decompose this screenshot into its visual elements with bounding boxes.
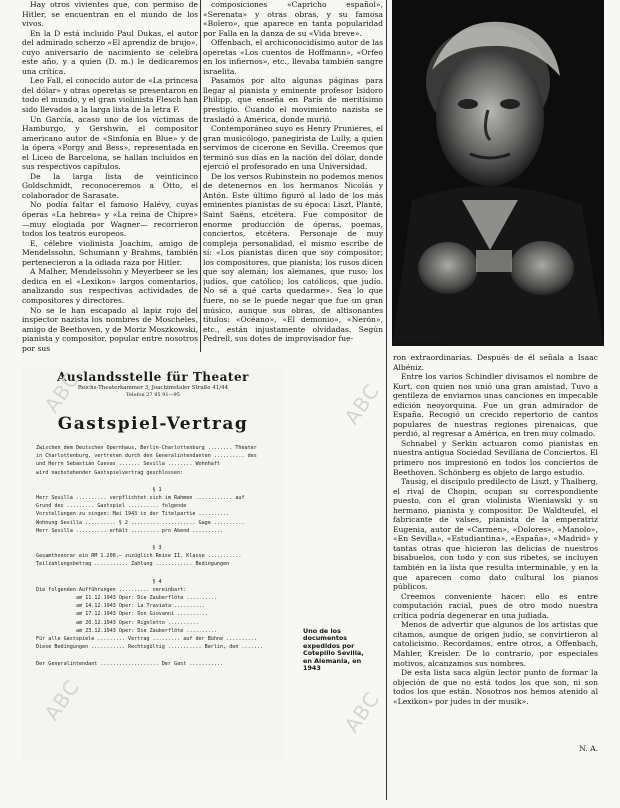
paragraph: Leo Fall, el conocido autor de «La princesa del dólar» y otras operetas se presentaron en todo el mundo, y el gran violinista Flesch han sido llevados a la larga lista de la letra F. [22,76,198,115]
column-divider [200,0,201,352]
article-column-left [22,0,198,362]
paragraph: Schnabel y Serkin actuaron como pianistas en nuestra antigua Sociedad Sevillana de Conciertos. El primero nos impresionó en todos los conciertos de Beethoven. Schönberg es objeto de largo estudio. [393,438,598,477]
contract-line: Die folgenden Aufführungen .......... vereinbart: [36,586,187,593]
contract-section-number: § 4 [152,578,162,585]
paragraph: A Malher, Mendelssohn y Meyerbeer se les dedica en el «Lexikon» largos comentarios, analizando sus respectivas actividades de compositores y directores. [22,267,198,305]
contract-line: Vorstellungen zu singen: Mai 1943 in der Titelpartie .......... [36,511,230,518]
contract-phone: Telefon 27 95 91—95 [126,392,180,398]
performance-date-line: am 14.12.1943 Oper: La Traviata .......... [76,603,205,610]
performance-date-line: am 23.12.1943 Oper: Die Zauberflöte .......... [76,627,218,634]
paragraph: De esta lista saca algún lector punto de formar la objeción de que no está todos los que son, ni son todos los que están. Nosotros nos hemos atenido al «Lexikon» por judes in der musik». [393,668,598,706]
contract-line: wird nachstehender Gastspielvertrag geschlossen: [36,469,184,476]
paragraph: E, célebre violinista Joachim, amigo de Mendelssohn, Schumann y Brahms, también pertenecieron a la odiada raza por Hitler. [22,238,198,267]
contract-title: Gastspiel-Vertrag [57,414,249,434]
paragraph: Menos de advertir que algunos de los artistas que citamos, aunque de origen judío, se convirtieron al catolicismo. Recordamos, entre otros, a Offenbach, Mahler, Kreisler. De lo contrario, por especiales motivos, alcanzamos sus nombres. [393,620,598,668]
paragraph: Entre los varios Schindler divisamos el nombre de Kurt, con quien nos unió una gran amistad. Tuvo a gentileza de enviarnos unas canciones en impecable edición neoyorquina. Fue un gran admirador de España. Recogió un crecido repertorio de cantos populares de nuestras regiones pirenaicas, que perdió, al regresar a América, en tren muy colmado. [393,372,598,439]
paragraph: Creemos conveniente hacer: ello es entre computación racial, pues de otro modo nuestra crítica podría degenerar en una judiada. [393,591,598,620]
paragraph: Un García, acaso uno de los víctimas de Hamburgo, y Gershwin, el compositor americano autor de «Sinfonía en Blue» y de la ópera «Porgy and Bess», representada en el Liceo de Barcelona, se hallan incluidos en sus respectivos capítulos. [22,114,198,172]
contract-line: Zwischen dem Deutschen Opernhaus, Berlin-Charlottenburg ........ Theater [36,445,257,451]
watermark: ABC [339,379,385,429]
contract-line: Diese Bedingungen ........... Rechtsgültig ........... Berlin, den ....... [36,644,263,651]
performance-date-line: am 11.12.1943 Oper: Die Zauberflöte .......... [76,595,218,602]
paragraph: Contemporáneo suyo es Henry Prunieres, el gran musicólogo, panegirista de Lully, a quien servimos de cicerone en Sevilla. Creemos que terminó sus días en la nación del dólar, donde ejerció el profesorado en una Universidad. [203,124,383,172]
portrait-photo [392,0,604,346]
author-signature: N. A. [579,744,598,753]
contract-body [22,444,284,669]
contract-line: Teilzahlungsbetrag ........... Zahlung ............ Bedingungen [36,561,230,568]
contract-line: Grund des ......... Gastspiel .......... folgende [36,503,187,510]
contract-line: Für alle Gastspiele ......... Vertrag ......... auf der Bühne .......... [36,636,257,643]
paragraph: De la larga lista de veinticinco Goldschmidt, reconoceremos a Otto, el colaborador de Sarasate. [22,171,198,200]
paragraph: De los versos Rubinstein no podemos menos de detenernos en los hermanos Nicolás y Antón. Este último figuró al lado de los más eminentes pianistas de su época: Liszt, Planté, Saint Saëns, etcétera. Fue compositor de enorme producción de óperas, poemas, conciertos, etcétera. Personaje de muy compleja personalidad, el mismo escribe de sí: «Los pianistas dicen que soy compositor; los compositores, que pianista; los rusos dicen que soy alemán; los alemanes, que ruso; los judíos, que católico; los católicos, que judío. No sé a qué carta quedarme». Sea lo que fuere, no se le puede negar que fue un gran músico, aunque sus obras, de altisonantes títulos: «Océano», «El demonio», «Nerón», etc., están injustamente olvidadas. Según Pedrell, sus dotes de improvisador fue- [203,171,383,344]
contract-line: Wohnung Sevilla .......... § 2 ......... ........... Gage .......... [36,519,245,526]
contract-agency: Auslandsstelle für Theater [57,370,249,384]
article-column-middle [203,0,383,350]
paragraph: Hay otros vivientes que, con permiso de Hitler, se encuentran en el mundo de los vivos. [22,0,198,29]
contract-address: Reichs-Theaterkammer 3, Joachimstaler Straße 41/44 [77,385,229,391]
contract-line: Herr Sevilla .......... verpflichtet sich im Rahmen ............ auf [36,495,245,502]
column-divider [386,0,387,800]
paragraph: composiciones «Capricho español», «Serenata» y otras obras, y su famosa «Bolero», que aparece en tanta popularidad por Falla en la danza de su «Vida breve». [203,0,383,38]
contract-line: Herr Sevilla .......... erhält ......... pro Abend .......... [36,527,224,534]
paragraph: Pasamos por alto algunas páginas para llegar al pianista y eminente profesor Isidoro Philipp, que enseña en París de meritísimo prestigio. Cuando el movimiento nazista se trasladó a América, donde murió. [203,76,383,124]
watermark: ABC [39,675,85,725]
paragraph: En la D está incluido Paul Dukas, el autor del admirado scherzo «El aprendiz de brujo», cuyo aniversario de nacimiento se celebra este año, y a quien (D. m.) le dedicaremos una crítica. [22,28,198,76]
contract-line: Gesamthonorar ein RM 1.200,— zuzüglich Reise II. Klasse ........... [36,553,242,560]
contract-line: und Herrn Sebastián Cuevas ....... Sevilla ........ Wohnhaft [36,461,221,468]
contract-section-number: § 3 [152,545,162,552]
paragraph: No podía faltar el famoso Halévy, cuyas óperas «La hebrea» y «La reina de Chipre» —muy elogiada por Wagner— recorrieron todos los teatros europeos. [22,200,198,239]
watermark: ABC [39,367,85,417]
portrait-illustration [392,0,604,346]
paragraph: ron extraordinarias. Después de él señala a Isaac Albéniz. [393,353,598,372]
contract-signatures: Der Generalintendant ................... Der Gast ........... [36,661,224,668]
paragraph: No se le han escapado al lapiz rojo del inspector nazista los nombres de Moscheles, amigo de Beethoven, y de Moriz Moszkowski, pianista y compositor, popular entre nosotros por sus [22,305,198,353]
contract-line: in Charlottenburg, vertreten durch den Generalintendanten .......... des [36,453,257,460]
paragraph: Tausig, el discípulo predilecto de Liszt, y Thalberg, el rival de Chopin, ocupan su correspondiente puesto, con el gran violinista Wieniawski y su hermano, pianista y compositor. De Waldteufel, el fabricante de valses, pianista de la emperatriz Eugenia, autor de «Carmen», «Dolores», «Manolo», «En Sevilla», «Estudiantina», «España», «Madrid» y tantas otras que hicieron las delicias de nuestros bisabuelos, con todo y con sus ribetes, se incluyen también en la lista que resulta interminable, y en la que aparecen como dato cultural los pianos públicos. [393,477,598,592]
watermark: ABC [339,687,385,737]
photo-caption: Bruno Walter [396,340,445,348]
article-column-right [393,353,598,798]
paragraph: Offenbach, el archiconocidísimo autor de las operetas «Los cuentos de Hoffmann», «Orfeo en los infiernos», etc., llevaba también sangre israelita. [203,38,383,76]
performance-date-line: am 17.12.1943 Oper: Don Giovanni .......... [76,611,208,618]
contract-section-number: § 1 [152,486,162,493]
contract-caption: Uno de los documentos expedidos por Cotepillo Sevilla, en Alemania, en 1943 [303,627,364,673]
performance-date-line: am 20.12.1943 Oper: Rigoletto .......... [76,619,199,626]
